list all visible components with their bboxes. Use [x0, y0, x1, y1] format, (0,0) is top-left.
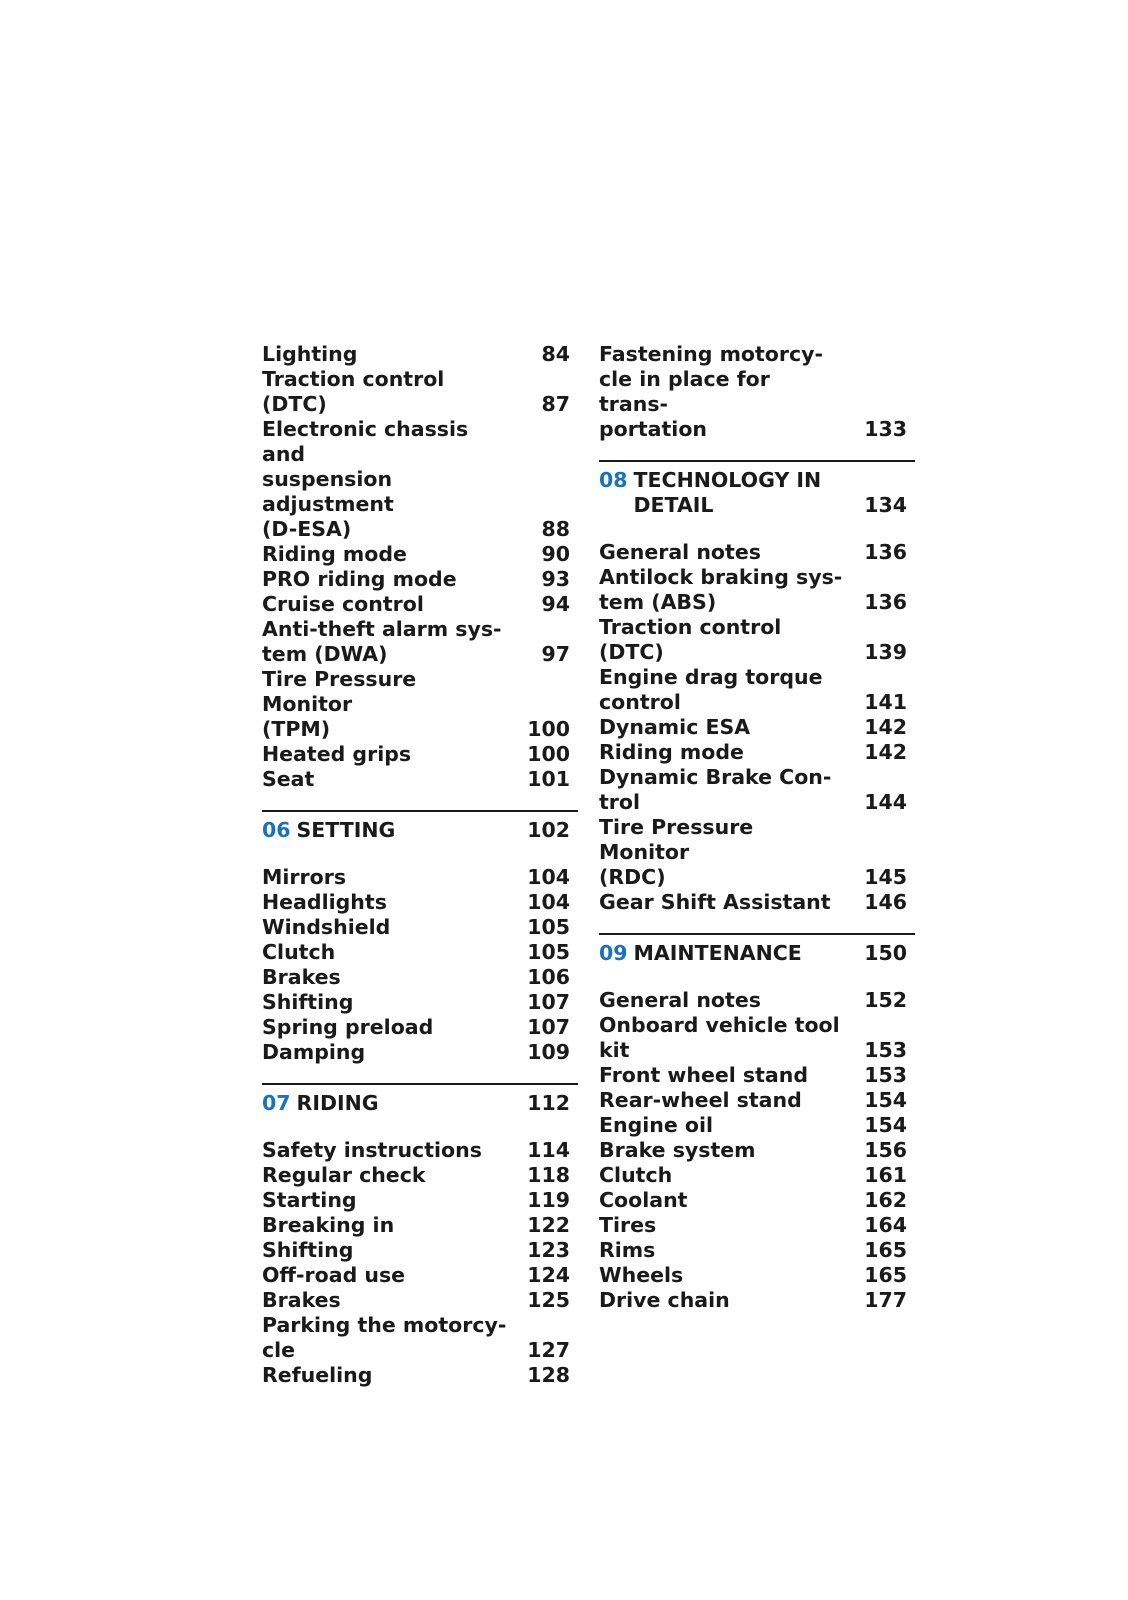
- entry-title: Tires: [599, 1213, 657, 1237]
- entry-title: PRO riding mode: [262, 567, 457, 591]
- toc-entry[interactable]: [599, 1213, 915, 1238]
- toc-entry[interactable]: [262, 417, 578, 542]
- page-number: 101: [527, 767, 570, 791]
- page-number: 114: [527, 1138, 570, 1162]
- page-number: 162: [864, 1188, 907, 1212]
- page-number: 133: [864, 417, 907, 441]
- section-number: 09: [599, 941, 628, 965]
- section-label: MAINTENANCE: [633, 941, 802, 965]
- entry-title: Fastening motorcy- cle in place for trans- portation: [599, 342, 824, 441]
- page-number: 136: [864, 590, 907, 614]
- entry-title: General notes: [599, 540, 761, 564]
- entry-title: Antilock braking sys- tem (ABS): [599, 565, 843, 614]
- page-number: 107: [527, 1015, 570, 1039]
- page-number: 177: [864, 1288, 907, 1312]
- toc-entry[interactable]: [262, 1213, 578, 1238]
- page-number: 93: [541, 567, 570, 591]
- page-number: 102: [527, 818, 570, 842]
- page-number: 154: [864, 1113, 907, 1137]
- section-number: 07: [262, 1091, 291, 1115]
- entry-title: General notes: [599, 988, 761, 1012]
- page-number: 136: [864, 540, 907, 564]
- toc-entry[interactable]: [262, 1163, 578, 1188]
- page-number: 94: [541, 592, 570, 616]
- page-number: 142: [864, 740, 907, 764]
- entry-title: Tire Pressure Monitor (TPM): [262, 667, 417, 741]
- section-label: RIDING: [296, 1091, 379, 1115]
- page-number: 145: [864, 865, 907, 889]
- toc-column-right: [599, 342, 915, 1313]
- toc-entry[interactable]: [262, 1138, 578, 1163]
- entry-title: Riding mode: [599, 740, 744, 764]
- entry-title: Onboard vehicle tool kit: [599, 1013, 840, 1062]
- page-number: 153: [864, 1038, 907, 1062]
- toc-entry[interactable]: [262, 1015, 578, 1040]
- page-number: 104: [527, 865, 570, 889]
- toc-entry[interactable]: [262, 592, 578, 617]
- page-number: 87: [541, 392, 570, 416]
- section-title: [599, 468, 844, 518]
- toc-entry[interactable]: [262, 1288, 578, 1313]
- page-number: 119: [527, 1188, 570, 1212]
- page-number: 122: [527, 1213, 570, 1237]
- page-number: 141: [864, 690, 907, 714]
- toc-section-heading[interactable]: [599, 460, 915, 518]
- entry-title: Breaking in: [262, 1213, 395, 1237]
- entry-title: Regular check: [262, 1163, 426, 1187]
- page-number: 146: [864, 890, 907, 914]
- page-number: 118: [527, 1163, 570, 1187]
- entry-title: Traction control (DTC): [262, 367, 445, 416]
- page-number: 134: [864, 493, 907, 517]
- page-number: 104: [527, 890, 570, 914]
- entry-title: Brakes: [262, 965, 341, 989]
- page-number: 165: [864, 1263, 907, 1287]
- toc-entry[interactable]: [599, 540, 915, 565]
- entry-title: Off-road use: [262, 1263, 406, 1287]
- toc-entry[interactable]: [262, 1238, 578, 1263]
- toc-entry[interactable]: [262, 890, 578, 915]
- toc-entry[interactable]: [599, 1238, 915, 1263]
- toc-entry[interactable]: [599, 765, 915, 815]
- page-number: 100: [527, 742, 570, 766]
- entry-title: Drive chain: [599, 1288, 730, 1312]
- section-label: SETTING: [296, 818, 396, 842]
- section-title: [262, 1091, 507, 1116]
- entry-title: Lighting: [262, 342, 358, 366]
- toc-entry[interactable]: [262, 1040, 578, 1065]
- toc-entry[interactable]: [262, 1188, 578, 1213]
- page-number: 123: [527, 1238, 570, 1262]
- toc-section-heading[interactable]: [599, 933, 915, 966]
- page-number: 105: [527, 940, 570, 964]
- toc-entry[interactable]: [262, 865, 578, 890]
- toc-column-left: [262, 342, 578, 1388]
- entry-title: Rear-wheel stand: [599, 1088, 802, 1112]
- entry-title: Engine oil: [599, 1113, 714, 1137]
- toc-entry[interactable]: [262, 990, 578, 1015]
- toc-entry[interactable]: [599, 1113, 915, 1138]
- toc-section-heading[interactable]: [262, 810, 578, 843]
- toc-entry[interactable]: [262, 1313, 578, 1363]
- entry-title: Headlights: [262, 890, 387, 914]
- toc-entry[interactable]: [599, 1063, 915, 1088]
- toc-entry[interactable]: [262, 965, 578, 990]
- entry-title: Shifting: [262, 1238, 354, 1262]
- page-number: 107: [527, 990, 570, 1014]
- entry-title: Dynamic Brake Con- trol: [599, 765, 832, 814]
- section-title: [262, 818, 507, 843]
- page-number: 88: [541, 517, 570, 541]
- entry-title: Coolant: [599, 1188, 688, 1212]
- section-number: 08: [599, 468, 628, 492]
- toc-entry[interactable]: [599, 1163, 915, 1188]
- entry-title: Seat: [262, 767, 315, 791]
- toc-entry[interactable]: [262, 567, 578, 592]
- toc-entry[interactable]: [262, 1363, 578, 1388]
- entry-title: Damping: [262, 1040, 366, 1064]
- page-number: 165: [864, 1238, 907, 1262]
- toc-entry[interactable]: [262, 767, 578, 792]
- toc-entry[interactable]: [599, 665, 915, 715]
- toc-entry[interactable]: [262, 742, 578, 767]
- toc-entry[interactable]: [262, 367, 578, 417]
- page-number: 106: [527, 965, 570, 989]
- entry-title: Wheels: [599, 1263, 684, 1287]
- entry-title: Brakes: [262, 1288, 341, 1312]
- toc-entry[interactable]: [599, 1188, 915, 1213]
- page-number: 142: [864, 715, 907, 739]
- entry-title: Riding mode: [262, 542, 407, 566]
- entry-title: Windshield: [262, 915, 391, 939]
- entry-title: Brake system: [599, 1138, 756, 1162]
- section-label: TECHNOLOGY IN DETAIL: [633, 468, 822, 517]
- toc-entry[interactable]: [599, 1088, 915, 1113]
- entry-title: Cruise control: [262, 592, 424, 616]
- page-number: 156: [864, 1138, 907, 1162]
- entry-title: Front wheel stand: [599, 1063, 809, 1087]
- page-number: 128: [527, 1363, 570, 1387]
- page-number: 125: [527, 1288, 570, 1312]
- toc-section-heading[interactable]: [262, 1083, 578, 1116]
- page-number: 112: [527, 1091, 570, 1115]
- toc-entry[interactable]: [599, 890, 915, 915]
- entry-title: Heated grips: [262, 742, 412, 766]
- section-number: 06: [262, 818, 291, 842]
- section-title: [599, 941, 844, 966]
- page-number: 161: [864, 1163, 907, 1187]
- page-number: 124: [527, 1263, 570, 1287]
- entry-title: Mirrors: [262, 865, 347, 889]
- entry-title: Clutch: [599, 1163, 673, 1187]
- toc-entry[interactable]: [599, 565, 915, 615]
- page-number: 150: [864, 941, 907, 965]
- entry-title: Refueling: [262, 1363, 373, 1387]
- entry-title: Rims: [599, 1238, 656, 1262]
- page-number: 154: [864, 1088, 907, 1112]
- toc-entry[interactable]: [599, 1013, 915, 1063]
- page-number: 152: [864, 988, 907, 1012]
- entry-title: Engine drag torque control: [599, 665, 823, 714]
- toc-entry[interactable]: [599, 715, 915, 740]
- entry-title: Traction control (DTC): [599, 615, 782, 664]
- entry-title: Shifting: [262, 990, 354, 1014]
- page-number: 90: [541, 542, 570, 566]
- entry-title: Parking the motorcy- cle: [262, 1313, 507, 1362]
- page-number: 100: [527, 717, 570, 741]
- entry-title: Anti-theft alarm sys- tem (DWA): [262, 617, 502, 666]
- toc-entry[interactable]: [262, 667, 578, 742]
- entry-title: Starting: [262, 1188, 357, 1212]
- entry-title: Dynamic ESA: [599, 715, 751, 739]
- page-number: 105: [527, 915, 570, 939]
- toc-entry[interactable]: [599, 1138, 915, 1163]
- page-number: 164: [864, 1213, 907, 1237]
- toc-entry[interactable]: [262, 617, 578, 667]
- toc-entry[interactable]: [262, 940, 578, 965]
- entry-title: Tire Pressure Monitor (RDC): [599, 815, 754, 889]
- toc-entry[interactable]: [599, 1263, 915, 1288]
- page-number: 97: [541, 642, 570, 666]
- page-number: 144: [864, 790, 907, 814]
- page-number: 109: [527, 1040, 570, 1064]
- toc-entry[interactable]: [262, 542, 578, 567]
- toc-entry[interactable]: [262, 342, 578, 367]
- entry-title: Clutch: [262, 940, 336, 964]
- toc-entry[interactable]: [599, 740, 915, 765]
- page-number: 127: [527, 1338, 570, 1362]
- entry-title: Electronic chassis and suspension adjustment (D-ESA): [262, 417, 469, 541]
- toc-entry[interactable]: [262, 1263, 578, 1288]
- entry-title: Safety instructions: [262, 1138, 482, 1162]
- toc-entry[interactable]: [599, 342, 915, 442]
- toc-entry[interactable]: [599, 815, 915, 890]
- entry-title: Spring preload: [262, 1015, 434, 1039]
- page-number: 84: [541, 342, 570, 366]
- page-number: 139: [864, 640, 907, 664]
- toc-entry[interactable]: [599, 988, 915, 1013]
- toc-entry[interactable]: [599, 615, 915, 665]
- toc-entry[interactable]: [599, 1288, 915, 1313]
- page-number: 153: [864, 1063, 907, 1087]
- toc-entry[interactable]: [262, 915, 578, 940]
- entry-title: Gear Shift Assistant: [599, 890, 831, 914]
